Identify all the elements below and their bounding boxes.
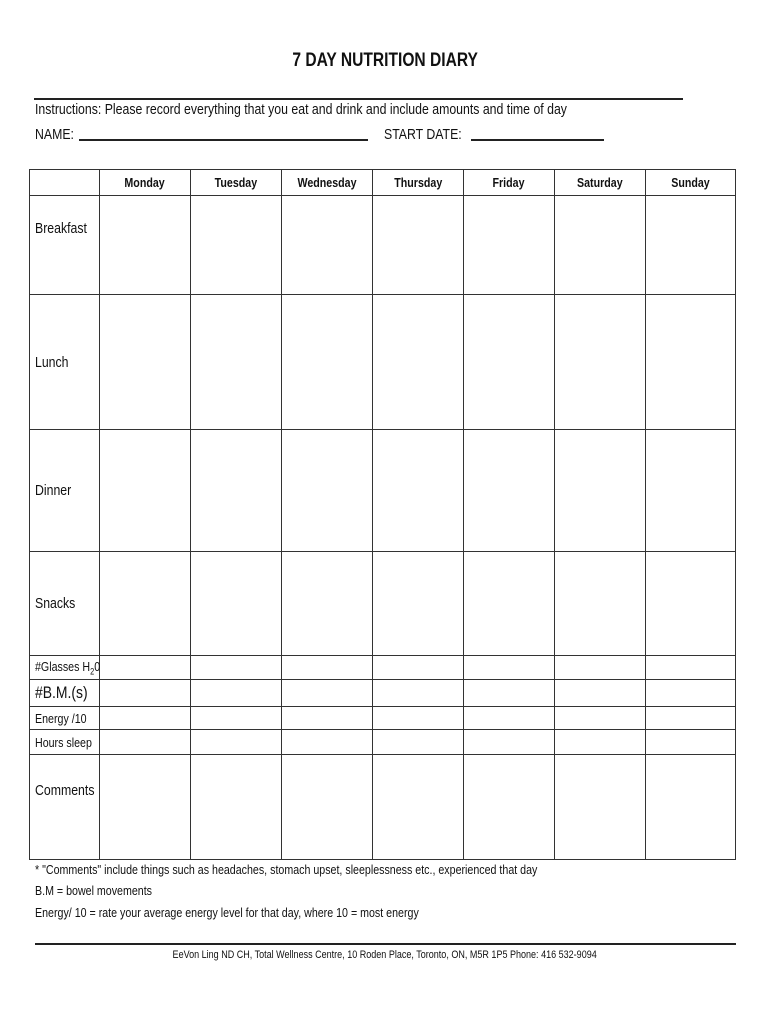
cell-comments-thursday[interactable] — [373, 755, 464, 860]
cell-breakfast-sunday[interactable] — [646, 196, 736, 295]
cell-energy-thursday[interactable] — [373, 707, 464, 730]
row-label-glasses-water: #Glasses $H_20$ — [30, 656, 100, 680]
cell-snacks-monday[interactable] — [100, 552, 191, 656]
cell-energy-sunday[interactable] — [646, 707, 736, 730]
name-field[interactable] — [79, 139, 368, 141]
snacks-row — [30, 552, 736, 656]
title-divider — [34, 98, 683, 100]
cell-dinner-tuesday[interactable] — [191, 430, 282, 552]
day-header-wednesday: Wednesday — [282, 170, 373, 196]
note-bm: B.M = bowel movements — [35, 883, 153, 898]
cell-comments-monday[interactable] — [100, 755, 191, 860]
cell-snacks-thursday[interactable] — [373, 552, 464, 656]
name-label: NAME: — [35, 126, 74, 143]
dinner-row — [30, 430, 736, 552]
page-title: 7 DAY NUTRITION DIARY — [292, 50, 478, 71]
cell-sleep-tuesday[interactable] — [191, 730, 282, 755]
cell-lunch-monday[interactable] — [100, 295, 191, 430]
corner-cell — [30, 170, 100, 196]
cell-bm-friday[interactable] — [464, 680, 555, 707]
cell-dinner-friday[interactable] — [464, 430, 555, 552]
day-header-monday: Monday — [100, 170, 191, 196]
cell-energy-tuesday[interactable] — [191, 707, 282, 730]
day-header-thursday: Thursday — [373, 170, 464, 196]
cell-glasses-sunday[interactable] — [646, 656, 736, 680]
cell-bm-wednesday[interactable] — [282, 680, 373, 707]
cell-sleep-wednesday[interactable] — [282, 730, 373, 755]
cell-bm-monday[interactable] — [100, 680, 191, 707]
cell-snacks-wednesday[interactable] — [282, 552, 373, 656]
cell-comments-sunday[interactable] — [646, 755, 736, 860]
diary-table — [29, 169, 736, 860]
cell-snacks-sunday[interactable] — [646, 552, 736, 656]
cell-dinner-wednesday[interactable] — [282, 430, 373, 552]
row-label-lunch: Lunch — [30, 295, 100, 430]
cell-lunch-saturday[interactable] — [555, 295, 646, 430]
cell-glasses-saturday[interactable] — [555, 656, 646, 680]
note-energy: Energy/ 10 = rate your average energy level for that day, where 10 = most energy — [35, 905, 419, 920]
footer-contact: EeVon Ling ND CH, Total Wellness Centre, 10 Roden Place, Toronto, ON, M5R 1P5 Phone: 416 532-9094 — [172, 949, 598, 961]
cell-comments-friday[interactable] — [464, 755, 555, 860]
day-header-tuesday: Tuesday — [191, 170, 282, 196]
footer-divider — [35, 943, 736, 945]
cell-snacks-friday[interactable] — [464, 552, 555, 656]
cell-dinner-thursday[interactable] — [373, 430, 464, 552]
day-header-saturday: Saturday — [555, 170, 646, 196]
cell-glasses-monday[interactable] — [100, 656, 191, 680]
cell-lunch-friday[interactable] — [464, 295, 555, 430]
header-row — [30, 170, 736, 196]
cell-sleep-thursday[interactable] — [373, 730, 464, 755]
row-label-dinner: Dinner — [30, 430, 100, 552]
row-label-energy: Energy /10 — [30, 707, 100, 730]
row-label-sleep: Hours sleep — [30, 730, 100, 755]
cell-snacks-saturday[interactable] — [555, 552, 646, 656]
day-header-friday: Friday — [464, 170, 555, 196]
cell-glasses-wednesday[interactable] — [282, 656, 373, 680]
comments-row — [30, 755, 736, 860]
cell-breakfast-thursday[interactable] — [373, 196, 464, 295]
row-label-breakfast: Breakfast — [30, 196, 100, 295]
cell-dinner-monday[interactable] — [100, 430, 191, 552]
cell-glasses-thursday[interactable] — [373, 656, 464, 680]
lunch-row — [30, 295, 736, 430]
cell-lunch-tuesday[interactable] — [191, 295, 282, 430]
row-label-comments: Comments — [30, 755, 100, 860]
cell-bm-thursday[interactable] — [373, 680, 464, 707]
cell-comments-saturday[interactable] — [555, 755, 646, 860]
cell-dinner-saturday[interactable] — [555, 430, 646, 552]
cell-energy-friday[interactable] — [464, 707, 555, 730]
glasses-row — [30, 656, 736, 680]
cell-breakfast-wednesday[interactable] — [282, 196, 373, 295]
cell-comments-wednesday[interactable] — [282, 755, 373, 860]
cell-energy-saturday[interactable] — [555, 707, 646, 730]
cell-breakfast-monday[interactable] — [100, 196, 191, 295]
cell-energy-monday[interactable] — [100, 707, 191, 730]
cell-glasses-friday[interactable] — [464, 656, 555, 680]
cell-dinner-sunday[interactable] — [646, 430, 736, 552]
start-date-label: START DATE: — [384, 126, 462, 143]
cell-lunch-sunday[interactable] — [646, 295, 736, 430]
breakfast-row — [30, 196, 736, 295]
cell-lunch-thursday[interactable] — [373, 295, 464, 430]
cell-lunch-wednesday[interactable] — [282, 295, 373, 430]
cell-sleep-sunday[interactable] — [646, 730, 736, 755]
cell-energy-wednesday[interactable] — [282, 707, 373, 730]
row-label-snacks: Snacks — [30, 552, 100, 656]
instructions: Instructions: Please record everything that you eat and drink and include amounts and time of day — [35, 101, 567, 118]
cell-bm-tuesday[interactable] — [191, 680, 282, 707]
cell-sleep-friday[interactable] — [464, 730, 555, 755]
cell-sleep-monday[interactable] — [100, 730, 191, 755]
sleep-row — [30, 730, 736, 755]
bm-row — [30, 680, 736, 707]
cell-breakfast-friday[interactable] — [464, 196, 555, 295]
cell-bm-saturday[interactable] — [555, 680, 646, 707]
row-label-bm: #B.M.(s) — [30, 680, 100, 707]
cell-breakfast-tuesday[interactable] — [191, 196, 282, 295]
note-comments: * "Comments" include things such as headaches, stomach upset, sleeplessness etc., experienced that day — [35, 862, 538, 877]
cell-snacks-tuesday[interactable] — [191, 552, 282, 656]
cell-breakfast-saturday[interactable] — [555, 196, 646, 295]
energy-row — [30, 707, 736, 730]
start-date-field[interactable] — [471, 139, 604, 141]
day-header-sunday: Sunday — [646, 170, 736, 196]
cell-sleep-saturday[interactable] — [555, 730, 646, 755]
cell-bm-sunday[interactable] — [646, 680, 736, 707]
cell-comments-tuesday[interactable] — [191, 755, 282, 860]
cell-glasses-tuesday[interactable] — [191, 656, 282, 680]
